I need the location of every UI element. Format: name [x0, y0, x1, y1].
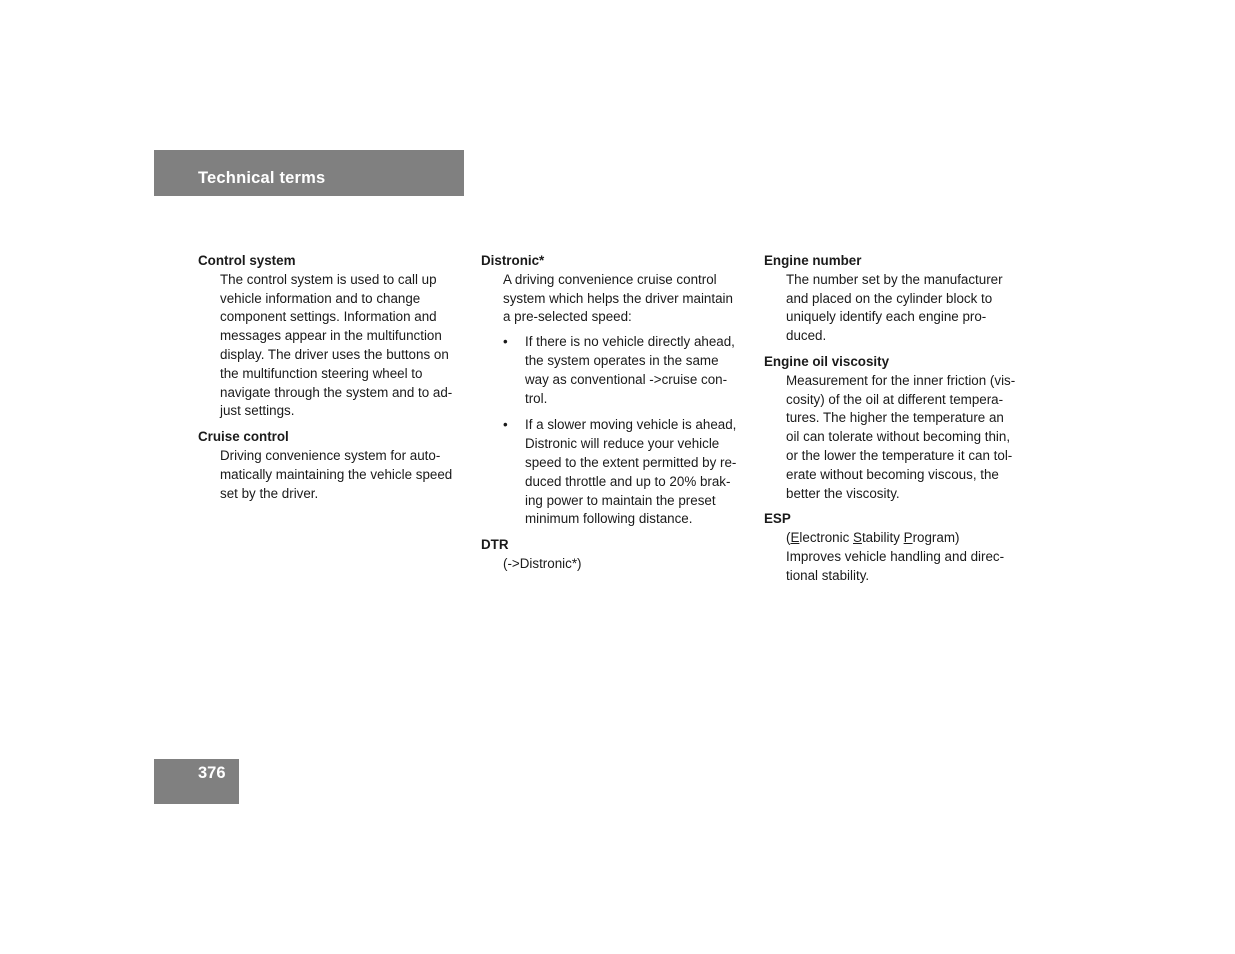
text-line: speed to the extent permitted by re-: [525, 454, 737, 470]
text-line: Measurement for the inner friction (vis-: [786, 372, 1016, 388]
text-line: A driving convenience cruise control: [503, 271, 717, 287]
section-title: Technical terms: [198, 169, 326, 187]
bullet-item: [503, 416, 751, 529]
text-line: way as conventional ->cruise con-: [525, 371, 728, 387]
term-cruise-control: [198, 428, 468, 503]
term-engine-oil-viscosity: [764, 353, 1034, 503]
text-line: better the viscosity.: [786, 485, 900, 501]
acronym-text: lectronic: [799, 530, 853, 546]
term-title: Cruise control: [198, 429, 289, 445]
text-line: trol.: [525, 390, 548, 406]
acronym-letter-s: S: [853, 530, 862, 546]
text-line: duced throttle and up to 20% brak-: [525, 473, 731, 489]
term-definition: [198, 447, 468, 503]
term-definition: [764, 372, 1034, 504]
text-line: component settings. Information and: [220, 309, 437, 325]
text-line: just settings.: [220, 403, 295, 419]
text-line: the system operates in the same: [525, 352, 719, 368]
term-control-system: [198, 252, 468, 421]
text-line: Distronic will reduce your vehicle: [525, 436, 720, 452]
cross-reference: (->Distronic*): [503, 555, 582, 571]
bullet-icon: •: [503, 417, 508, 433]
text-line: matically maintaining the vehicle speed: [220, 466, 453, 482]
term-definition: [481, 555, 751, 574]
text-line: erate without becoming viscous, the: [786, 466, 999, 482]
term-definition: [481, 271, 751, 327]
text-line: Improves vehicle handling and direc-: [786, 548, 1005, 564]
text-line: minimum following distance.: [525, 511, 693, 527]
column-1: [198, 252, 468, 510]
text-line: messages appear in the multifunction: [220, 328, 442, 344]
term-title: DTR: [481, 537, 509, 553]
text-line: a pre-selected speed:: [503, 309, 632, 325]
acronym-text: rogram): [912, 530, 960, 546]
acronym-expansion: [786, 529, 1034, 548]
text-line: navigate through the system and to ad-: [220, 384, 453, 400]
text-line: tional stability.: [786, 567, 870, 583]
section-header-bar: [154, 150, 464, 196]
bullet-item: [503, 333, 751, 408]
text-line: uniquely identify each engine pro-: [786, 309, 987, 325]
bullet-list: [481, 333, 751, 529]
acronym-letter-e: E: [790, 530, 800, 546]
term-engine-number: [764, 252, 1034, 346]
text-line: If a slower moving vehicle is ahead,: [525, 417, 737, 433]
page-number: 376: [198, 764, 226, 782]
acronym-open: (: [786, 530, 791, 546]
text-line: the multifunction steering wheel to: [220, 365, 423, 381]
term-title: Engine number: [764, 253, 862, 268]
text-line: vehicle information and to change: [220, 290, 421, 306]
text-line: tures. The higher the temperature an: [786, 410, 1004, 426]
text-line: The number set by the manufacturer: [786, 271, 1003, 287]
text-line: system which helps the driver maintain: [503, 290, 733, 306]
text-line: and placed on the cylinder block to: [786, 290, 993, 306]
acronym-text: tability: [861, 530, 904, 546]
term-dtr: [481, 536, 751, 574]
text-line: oil can tolerate without becoming thin,: [786, 429, 1011, 445]
text-line: or the lower the temperature it can tol-: [786, 447, 1013, 463]
term-title: ESP: [764, 511, 791, 527]
text-line: set by the driver.: [220, 485, 319, 501]
bullet-icon: •: [503, 334, 508, 350]
acronym-letter-p: P: [903, 530, 913, 546]
term-title: Engine oil viscosity: [764, 353, 890, 369]
text-line: cosity) of the oil at different tempera-: [786, 391, 1004, 407]
term-title: Distronic*: [481, 253, 545, 268]
term-definition: [764, 271, 1034, 346]
text-line: duced.: [786, 328, 827, 344]
page-number-box: [154, 759, 239, 804]
column-3: [764, 252, 1034, 593]
term-esp: [764, 510, 1034, 585]
text-line: If there is no vehicle directly ahead,: [525, 334, 735, 350]
text-line: ing power to maintain the preset: [525, 492, 716, 508]
text-line: The control system is used to call up: [220, 271, 437, 287]
text-line: display. The driver uses the buttons on: [220, 346, 449, 362]
term-distronic: [481, 252, 751, 529]
term-title: Control system: [198, 253, 296, 268]
term-definition: [198, 271, 468, 421]
term-definition: [764, 529, 1034, 585]
column-2: [481, 252, 751, 581]
text-line: Driving convenience system for auto-: [220, 447, 441, 463]
